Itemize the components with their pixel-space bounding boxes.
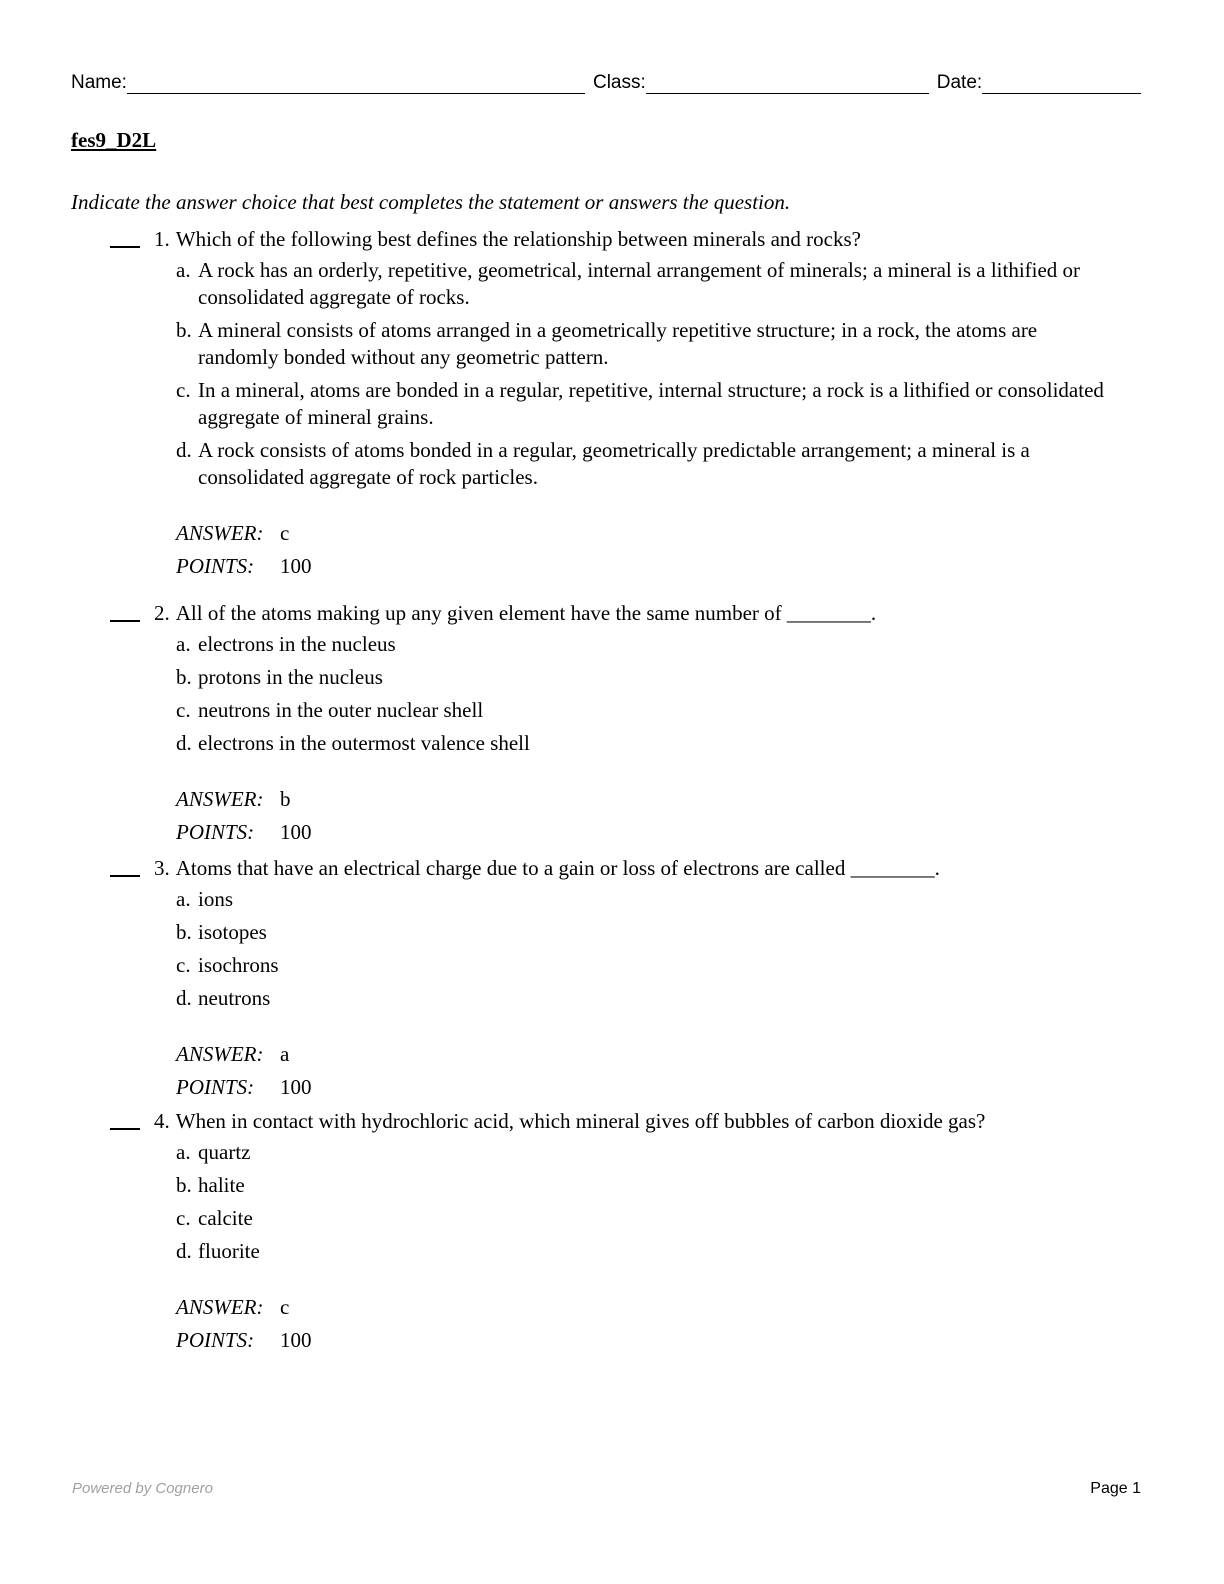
answer-label: ANSWER:	[176, 1042, 264, 1066]
choice-list	[176, 886, 1120, 1012]
points-value: 100	[280, 1075, 312, 1099]
choice-a	[176, 886, 1120, 913]
choice-c	[176, 1205, 1120, 1232]
choice-text: calcite	[198, 1206, 253, 1230]
question-number: 1.	[154, 227, 170, 251]
choice-text: electrons in the nucleus	[198, 632, 396, 656]
choice-letter: d.	[176, 986, 192, 1010]
choice-text: protons in the nucleus	[198, 665, 383, 689]
choice-text: isochrons	[198, 953, 279, 977]
points-label: POINTS:	[176, 820, 255, 844]
choice-letter: d.	[176, 1239, 192, 1263]
question-4	[110, 1108, 1120, 1357]
question-number: 3.	[154, 856, 170, 880]
choice-text: In a mineral, atoms are bonded in a regular, repetitive, internal structure; a rock is a lithified or consolidated aggregate of mineral grains.	[198, 378, 1104, 429]
choice-text: neutrons	[198, 986, 271, 1010]
choice-text: halite	[198, 1173, 245, 1197]
choice-text: fluorite	[198, 1239, 260, 1263]
answer-meta	[176, 783, 1120, 849]
choice-letter: c.	[176, 378, 191, 402]
powered-by-footer: Powered by Cognero	[72, 1480, 213, 1497]
choice-b	[176, 317, 1120, 371]
choice-text: isotopes	[198, 920, 267, 944]
question-text: Atoms that have an electrical charge due to a gain or loss of electrons are called ________.	[175, 856, 940, 880]
answer-value: b	[280, 787, 291, 811]
choice-list	[176, 1139, 1120, 1265]
answer-blank[interactable]	[110, 600, 140, 622]
name-label: Name:	[71, 72, 127, 93]
choice-text: electrons in the outermost valence shell	[198, 731, 530, 755]
class-field-line[interactable]	[646, 73, 929, 94]
choice-letter: d.	[176, 731, 192, 755]
choice-letter: b.	[176, 318, 192, 342]
date-field-line[interactable]	[982, 73, 1141, 94]
choice-a	[176, 257, 1120, 311]
choice-letter: b.	[176, 1173, 192, 1197]
choice-text: neutrons in the outer nuclear shell	[198, 698, 484, 722]
choice-letter: a.	[176, 632, 191, 656]
choice-d	[176, 1238, 1120, 1265]
answer-meta	[176, 1291, 1120, 1357]
points-value: 100	[280, 820, 312, 844]
choice-d	[176, 985, 1120, 1012]
answer-meta	[176, 1038, 1120, 1104]
answer-value: a	[280, 1042, 290, 1066]
date-label: Date:	[936, 72, 983, 93]
choice-text: A rock has an orderly, repetitive, geometrical, internal arrangement of minerals; a mineral is a lithified or consolidated aggregate of rocks.	[198, 258, 1081, 309]
question-text: Which of the following best defines the relationship between minerals and rocks?	[175, 227, 861, 251]
choice-c	[176, 952, 1120, 979]
answer-label: ANSWER:	[176, 521, 264, 545]
choice-d	[176, 437, 1120, 491]
points-label: POINTS:	[176, 1075, 255, 1099]
question-text: When in contact with hydrochloric acid, which mineral gives off bubbles of carbon dioxide gas?	[175, 1109, 986, 1133]
answer-value: c	[280, 521, 290, 545]
instructions: Indicate the answer choice that best completes the statement or answers the question.	[71, 190, 791, 214]
choice-letter: c.	[176, 1206, 191, 1230]
points-label: POINTS:	[176, 1328, 255, 1352]
choice-letter: c.	[176, 953, 191, 977]
choice-text: ions	[198, 887, 234, 911]
choice-text: A rock consists of atoms bonded in a regular, geometrically predictable arrangement; a mineral is a consolidated aggregate of rock particles.	[198, 438, 1030, 489]
choice-b	[176, 664, 1120, 691]
choice-letter: b.	[176, 920, 192, 944]
choice-c	[176, 697, 1120, 724]
choice-letter: d.	[176, 438, 192, 462]
choice-text: quartz	[198, 1140, 251, 1164]
question-text: All of the atoms making up any given element have the same number of ________.	[175, 601, 877, 625]
choice-text: A mineral consists of atoms arranged in a geometrically repetitive structure; in a rock, the atoms are randomly bonded without any geometric pattern.	[198, 318, 1038, 369]
choice-d	[176, 730, 1120, 757]
answer-value: c	[280, 1295, 290, 1319]
choice-letter: c.	[176, 698, 191, 722]
page-number: Page 1	[1090, 1480, 1141, 1497]
choice-letter: a.	[176, 258, 191, 282]
answer-label: ANSWER:	[176, 787, 264, 811]
question-number: 4.	[154, 1109, 170, 1133]
choice-letter: a.	[176, 887, 191, 911]
choice-c	[176, 377, 1120, 431]
document-title: fes9_D2L	[71, 128, 157, 152]
name-field-line[interactable]	[127, 73, 585, 94]
class-label: Class:	[592, 72, 646, 93]
choice-list	[176, 631, 1120, 757]
points-value: 100	[280, 554, 312, 578]
choice-letter: a.	[176, 1140, 191, 1164]
question-number: 2.	[154, 601, 170, 625]
choice-b	[176, 1172, 1120, 1199]
points-label: POINTS:	[176, 554, 255, 578]
question-3	[110, 855, 1120, 1104]
question-2	[110, 600, 1120, 849]
points-value: 100	[280, 1328, 312, 1352]
choice-a	[176, 631, 1120, 658]
answer-blank[interactable]	[110, 1108, 140, 1130]
answer-meta	[176, 517, 1120, 583]
choice-b	[176, 919, 1120, 946]
question-1	[110, 226, 1120, 583]
answer-blank[interactable]	[110, 226, 140, 248]
choice-a	[176, 1139, 1120, 1166]
header-fields	[71, 72, 1141, 94]
answer-label: ANSWER:	[176, 1295, 264, 1319]
answer-blank[interactable]	[110, 855, 140, 877]
choice-letter: b.	[176, 665, 192, 689]
choice-list	[176, 257, 1120, 491]
